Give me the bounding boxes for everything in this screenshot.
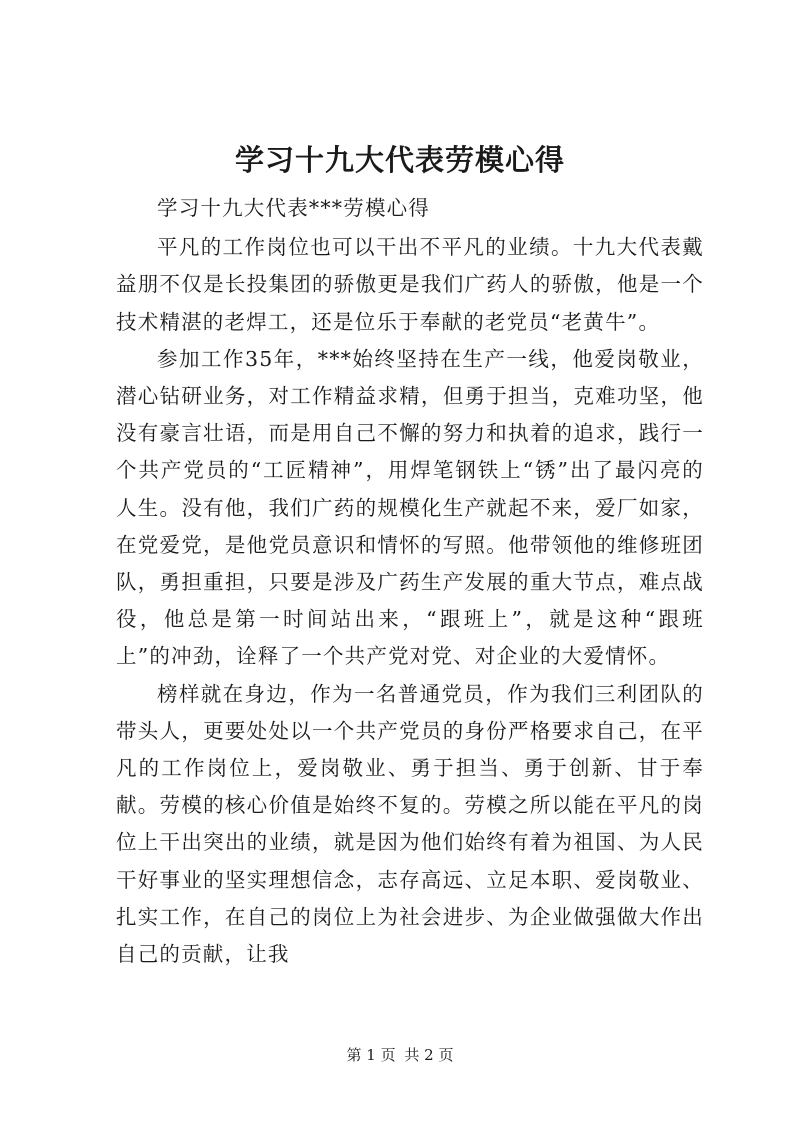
document-subtitle: 学习十九大代表***劳模心得 bbox=[157, 196, 431, 220]
page-total: 共 2 页 bbox=[404, 1046, 454, 1064]
paragraph: 榜样就在身边，作为一名普通党员，作为我们三利团队的带头人，更要处处以一个共产党员的身份严格要求自己，在平凡的工作岗位上，爱岗敬业、勇于担当、勇于创新、甘于奉献。劳模的核心价值是始终不复的。劳模之所以能在平凡的岗位上干出突出的业绩，就是因为他们始终有着为祖国、为人民干好事业的坚实理想信念，志存高远、立足本职、爱岗敬业、扎实工作，在自己的岗位上为社会进步、为企业做强做大作出自己的贡献，让我 bbox=[116, 681, 704, 967]
document-body bbox=[116, 190, 704, 973]
page-number: 第 1 页 bbox=[346, 1046, 396, 1064]
page-footer bbox=[0, 1045, 800, 1065]
paragraph: 参加工作35年，***始终坚持在生产一线，他爱岗敬业，潜心钻研业务，对工作精益求精，但勇于担当，克难功坚，他没有豪言壮语，而是用自己不懈的努力和执着的追求，践行一个共产党员的“工匠精神”，用焊笔钢铁上“锈”出了最闪亮的人生。没有他，我们广药的规模化生产就起不来，爱厂如家，在党爱党，是他党员意识和情怀的写照。他带领他的维修班团队，勇担重担，只要是涉及广药生产发展的重大节点，难点战役，他总是第一时间站出来，“跟班上”，就是这种“跟班上”的冲劲，诠释了一个共产党对党、对企业的大爱情怀。 bbox=[116, 346, 704, 669]
document-title: 学习十九大代表劳模心得 bbox=[234, 143, 565, 177]
paragraph: 平凡的工作岗位也可以干出不平凡的业绩。十九大代表戴益朋不仅是长投集团的骄傲更是我们广药人的骄傲，他是一个技术精湛的老焊工，还是位乐于奉献的老党员“老黄牛”。 bbox=[116, 235, 704, 334]
